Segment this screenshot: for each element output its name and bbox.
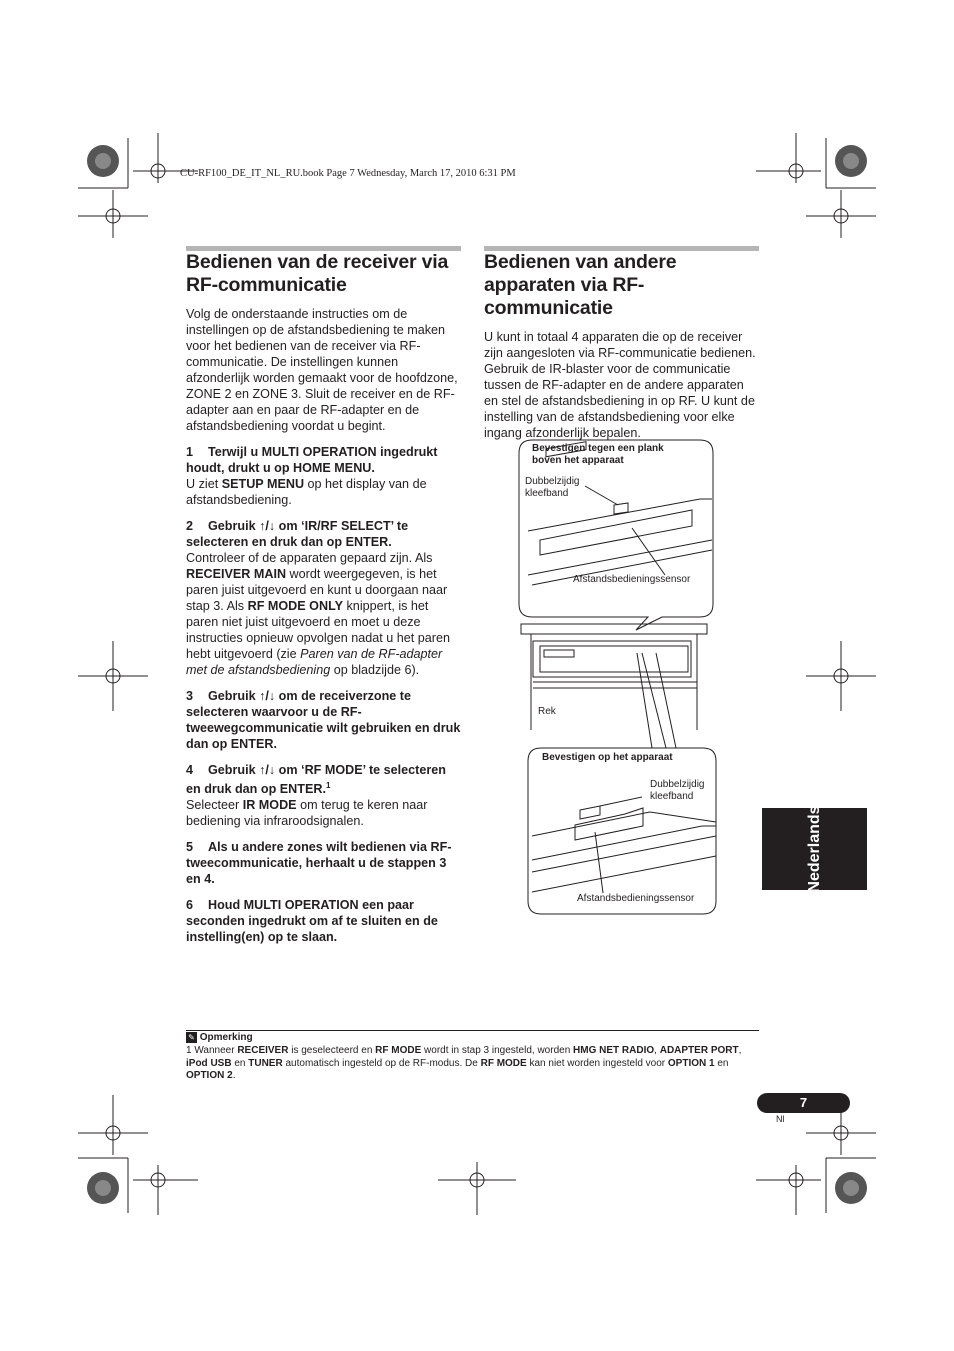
up-down-arrow-icon: ↑/↓ <box>259 689 276 703</box>
note-rule <box>186 1030 759 1031</box>
note-heading: ✎ Opmerking <box>186 1032 253 1045</box>
step-1-body: U ziet SETUP MENU op het display van de afstandsbediening. <box>186 477 427 507</box>
note-icon: ✎ <box>186 1032 197 1043</box>
step-4-title: 4 Gebruik ↑/↓ om ‘RF MODE’ te selecteren en druk dan op ENTER.$^1$ <box>186 763 446 797</box>
top-callout-title: Bevestigen tegen een plank boven het apparaat <box>532 443 664 466</box>
top-callout-bubble <box>519 440 713 630</box>
top-sensor-label: Afstandsbedieningssensor <box>573 574 691 585</box>
step-3-title: 3 Gebruik ↑/↓ om de receiverzone te selecteren waarvoor u de RF-tweewegcommunicatie wilt gebruiken en druk dan op ENTER. <box>186 689 461 751</box>
up-down-arrow-icon: ↑/↓ <box>259 519 276 533</box>
note-body: 1 Wanneer RECEIVER is geselecteerd en RF MODE wordt in stap 3 ingesteld, worden HMG NET RADIO, ADAPTER PORT, iPod USB en TUNER automatisch ingesteld op de RF-modus. De RF MODE kan niet worden ingesteld voor OPTION 1 en OPTION 2. <box>186 1045 742 1081</box>
right-section-title: Bedienen van andere apparaten via RF-communicatie <box>484 251 677 319</box>
step-2-body: Controleer of de apparaten gepaard zijn. Als RECEIVER MAIN wordt weergegeven, is het paren juist uitgevoerd en kunt u doorgaan naar stap 3. Als RF MODE ONLY knippert, is het paren niet juist uitgevoerd en moet u deze instructies opnieuw opvolgen nadat u het paren hebt uitgevoerd (zie Paren van de RF-adapter met de afstandsbediening op bladzijde 6). <box>186 551 450 677</box>
up-down-arrow-icon: ↑/↓ <box>259 763 276 777</box>
page-lang-code: Nl <box>776 1114 785 1124</box>
right-intro: U kunt in totaal 4 apparaten die op de receiver zijn aangesloten via RF-communicatie bedienen. Gebruik de IR-blaster voor de communicatie tussen de RF-adapter en de andere apparaten en stel de afstandsbediening in op RF. U kunt de instelling van de afstandsbediening voor elke ingang afzonderlijk bepalen. <box>484 330 756 440</box>
left-intro: Volg de onderstaande instructies om de instellingen op de afstandsbediening te maken voor het bedienen van de receiver via RF-communicatie. De instellingen kunnen afzonderlijk worden gemaakt voor de hoofdzone, ZONE 2 en ZONE 3. Sluit de receiver en de RF-adapter aan en paar de RF-adapter en de afstandsbediening voordat u begint. <box>186 307 458 433</box>
top-tape-label: Dubbelzijdig kleefband <box>525 476 580 499</box>
step-4-body: Selecteer IR MODE om terug te keren naar bediening via infraroodsignalen. <box>186 798 428 829</box>
bottom-callout-title: Bevestigen op het apparaat <box>542 752 673 763</box>
bottom-tape-label: Dubbelzijdig kleefband <box>650 779 705 802</box>
bottom-sensor-label: Afstandsbedieningssensor <box>577 893 695 904</box>
step-1-title: 1 Terwijl u MULTI OPERATION ingedrukt houdt, drukt u op HOME MENU. <box>186 445 438 475</box>
language-side-tab <box>762 805 867 893</box>
step-5-title: 5 Als u andere zones wilt bedienen via RF-tweecommunicatie, herhaalt u de stappen 3 en 4. <box>186 840 452 887</box>
step-2-title: 2 Gebruik ↑/↓ om ‘IR/RF SELECT’ te selecteren en druk dan op ENTER. <box>186 519 409 549</box>
rack-label: Rek <box>538 706 556 717</box>
left-section-title: Bedienen van de receiver via RF-communicatie <box>186 251 449 296</box>
book-header-line: CU-RF100_DE_IT_NL_RU.book Page 7 Wednesday, March 17, 2010 6:31 PM <box>180 168 516 179</box>
language-label: Nederlands <box>805 805 823 893</box>
page-number: 7 <box>757 1093 850 1113</box>
step-6-title: 6 Houd MULTI OPERATION een paar seconden ingedrukt om af te sluiten en de instelling(en) op te slaan. <box>186 898 438 945</box>
